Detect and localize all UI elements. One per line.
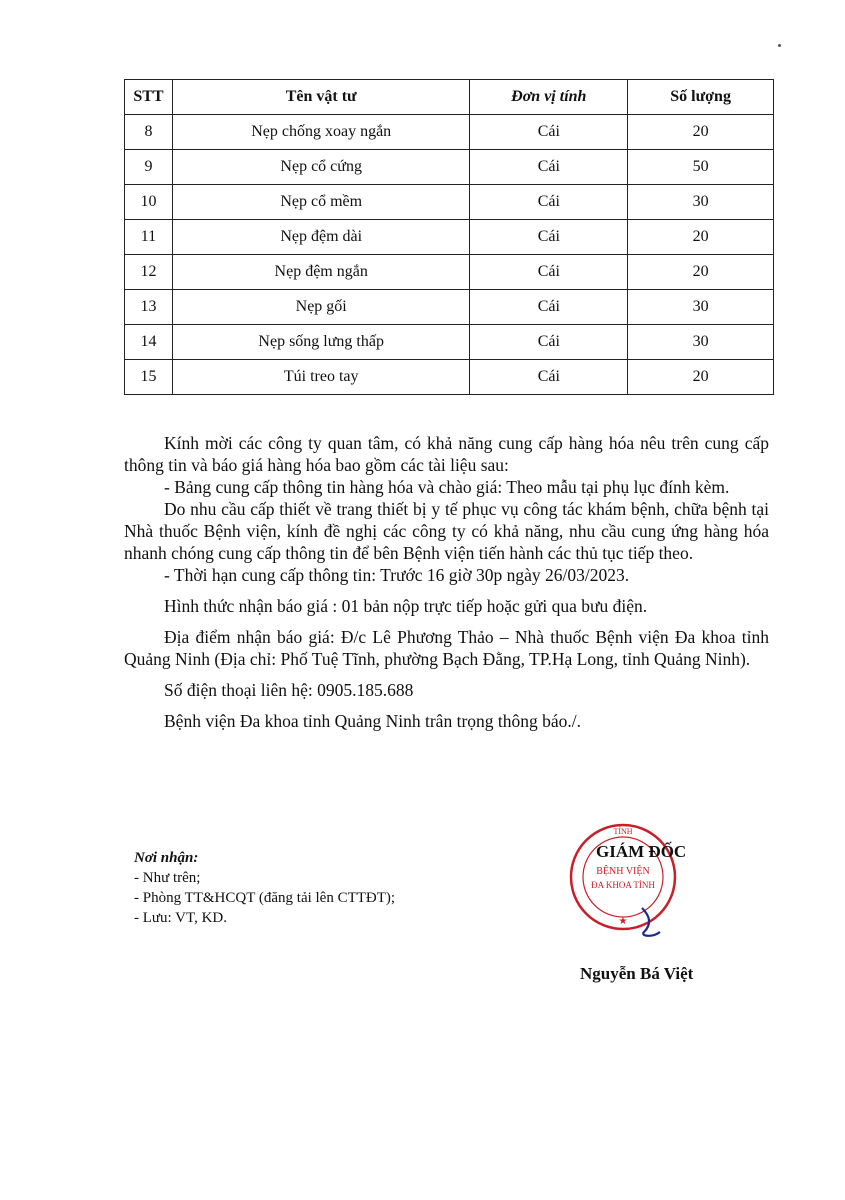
paragraph-closing: Bệnh viện Đa khoa tỉnh Quảng Ninh trân trọng thông báo./. <box>164 711 582 731</box>
cell-stt: 10 <box>125 185 173 220</box>
cell-quantity: 20 <box>628 360 774 395</box>
paragraph-reason: Do nhu cầu cấp thiết về trang thiết bị y tế phục vụ công tác khám bệnh, chữa bệnh tại Nhà thuốc Bệnh viện, kính đề nghị các công ty có khả năng, nhu cầu cung ứng hàng hóa nhanh chóng cung cấp thông tin để bên Bệnh viện tiến hành các thủ tục tiếp theo. <box>124 499 769 563</box>
cell-stt: 13 <box>125 290 173 325</box>
signer-name: Nguyễn Bá Việt <box>580 964 694 983</box>
table-row <box>125 255 774 290</box>
table-row <box>125 185 774 220</box>
cell-stt: 9 <box>125 150 173 185</box>
cell-quantity: 50 <box>628 150 774 185</box>
table-row <box>125 360 774 395</box>
table-row <box>125 150 774 185</box>
table-row <box>125 115 774 150</box>
stamp-line: TỈNH <box>613 827 633 836</box>
scan-dot <box>778 44 781 47</box>
recipient-item: - Lưu: VT, KD. <box>134 910 227 926</box>
cell-name: Nẹp đệm ngắn <box>172 255 469 290</box>
cell-quantity: 30 <box>628 325 774 360</box>
svg-text:★: ★ <box>618 916 628 927</box>
recipients-block <box>134 848 395 928</box>
cell-name: Túi treo tay <box>172 360 469 395</box>
cell-stt: 12 <box>125 255 173 290</box>
cell-quantity: 30 <box>628 290 774 325</box>
paragraph-phone: Số điện thoại liên hệ: 0905.185.688 <box>164 680 414 700</box>
table-header-row <box>125 80 774 115</box>
cell-stt: 14 <box>125 325 173 360</box>
cell-name: Nẹp sống lưng thấp <box>172 325 469 360</box>
stamp-line: ĐA KHOA TỈNH <box>591 880 655 890</box>
cell-unit: Cái <box>470 325 628 360</box>
paragraph-location: Địa điểm nhận báo giá: Đ/c Lê Phương Thảo – Nhà thuốc Bệnh viện Đa khoa tỉnh Quảng Ninh (Địa chỉ: Phố Tuệ Tĩnh, phường Bạch Đằng, TP.Hạ Long, tỉnh Quảng Ninh). <box>124 627 769 669</box>
table-row <box>125 325 774 360</box>
cell-unit: Cái <box>470 185 628 220</box>
cell-unit: Cái <box>470 290 628 325</box>
paragraph-invitation: Kính mời các công ty quan tâm, có khả năng cung cấp hàng hóa nêu trên cung cấp thông tin và báo giá hàng hóa bao gồm các tài liệu sau: <box>124 433 769 475</box>
cell-stt: 11 <box>125 220 173 255</box>
paragraph-deadline: - Thời hạn cung cấp thông tin: Trước 16 giờ 30p ngày 26/03/2023. <box>164 565 630 585</box>
cell-unit: Cái <box>470 360 628 395</box>
cell-stt: 8 <box>125 115 173 150</box>
cell-unit: Cái <box>470 150 628 185</box>
recipient-item: - Phòng TT&HCQT (đăng tải lên CTTĐT); <box>134 890 396 906</box>
table-row <box>125 220 774 255</box>
cell-quantity: 30 <box>628 185 774 220</box>
header-name: Tên vật tư <box>172 80 469 115</box>
cell-name: Nẹp chống xoay ngắn <box>172 115 469 150</box>
recipients-title: Nơi nhận: <box>134 850 199 866</box>
supply-table <box>124 79 774 395</box>
cell-name: Nẹp gối <box>172 290 469 325</box>
cell-name: Nẹp đệm dài <box>172 220 469 255</box>
cell-quantity: 20 <box>628 115 774 150</box>
signature-block <box>560 820 730 1000</box>
cell-quantity: 20 <box>628 220 774 255</box>
header-stt: STT <box>125 80 173 115</box>
handwritten-signature <box>630 902 670 942</box>
cell-name: Nẹp cổ cứng <box>172 150 469 185</box>
cell-unit: Cái <box>470 220 628 255</box>
stamp-line: BỆNH VIỆN <box>596 866 650 877</box>
cell-quantity: 20 <box>628 255 774 290</box>
signer-title: GIÁM ĐỐC <box>596 842 687 861</box>
cell-name: Nẹp cổ mềm <box>172 185 469 220</box>
body-text <box>124 432 769 732</box>
table-row <box>125 290 774 325</box>
paragraph-documents: - Bảng cung cấp thông tin hàng hóa và chào giá: Theo mẫu tại phụ lục đính kèm. <box>164 477 730 497</box>
paragraph-form: Hình thức nhận báo giá : 01 bản nộp trực tiếp hoặc gửi qua bưu điện. <box>164 596 648 616</box>
cell-unit: Cái <box>470 115 628 150</box>
header-unit: Đơn vị tính <box>470 80 628 115</box>
cell-stt: 15 <box>125 360 173 395</box>
cell-unit: Cái <box>470 255 628 290</box>
header-quantity: Số lượng <box>628 80 774 115</box>
recipient-item: - Như trên; <box>134 870 201 886</box>
